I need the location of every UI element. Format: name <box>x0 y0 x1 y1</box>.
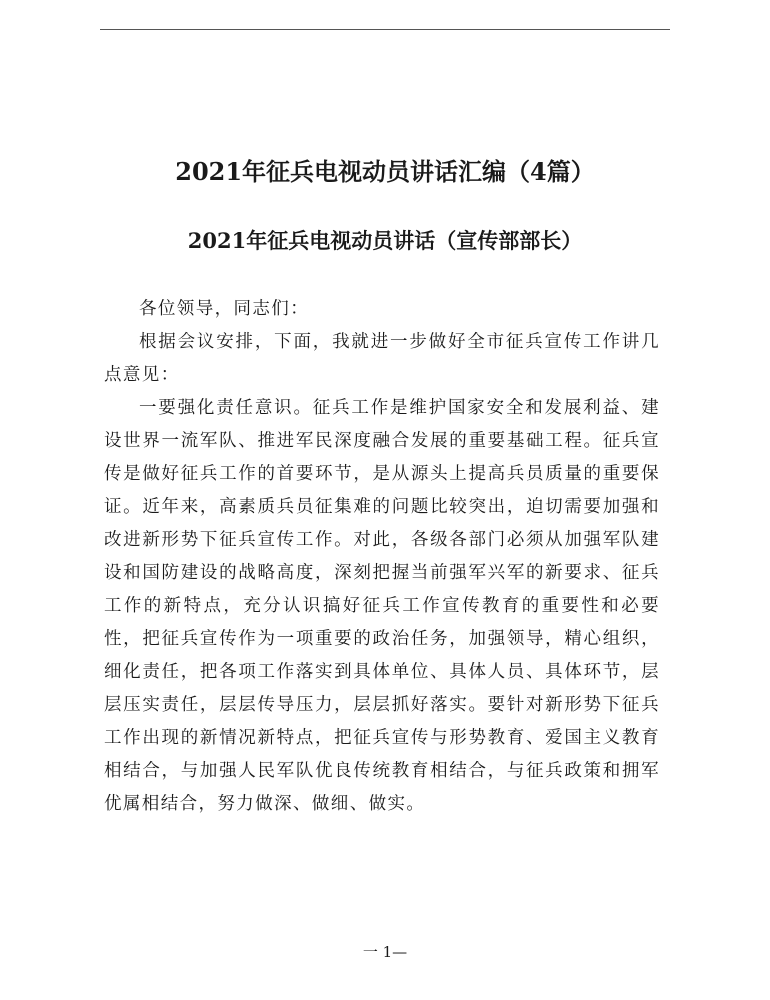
salutation-paragraph: 各位领导，同志们： <box>139 299 310 319</box>
document-body <box>104 293 660 821</box>
document-title: 2021年征兵电视动员讲话汇编（4篇） <box>175 157 595 186</box>
body-paragraph: 一要强化责任意识。征兵工作是维护国家安全和发展利益、建设世界一流军队、推进军民深度融合发展的重要基础工程。征兵宣传是做好征兵工作的首要环节，是从源头上提高兵员质量的重要保证。近年来，高素质兵员征集难的问题比较突出，迫切需要加强和改进新形势下征兵宣传工作。对此，各级各部门必须从加强军队建设和国防建设的战略高度，深刻把握当前强军兴军的新要求、征兵工作的新特点，充分认识搞好征兵工作宣传教育的重要性和必要性，把征兵宣传作为一项重要的政治任务，加强领导，精心组织，细化责任，把各项工作落实到具体单位、具体人员、具体环节，层层压实责任，层层传导压力，层层抓好落实。要针对新形势下征兵工作出现的新情况新特点，把征兵宣传与形势教育、爱国主义教育相结合，与加强人民军队优良传统教育相结合，与征兵政策和拥军优属相结合，努力做深、做细、做实。 <box>104 398 660 814</box>
document-subtitle: 2021年征兵电视动员讲话（宣传部部长） <box>187 228 583 253</box>
page-number: 一 1— <box>362 943 408 961</box>
header-rule <box>100 29 670 30</box>
intro-paragraph: 根据会议安排，下面，我就进一步做好全市征兵宣传工作讲几点意见： <box>104 332 660 385</box>
